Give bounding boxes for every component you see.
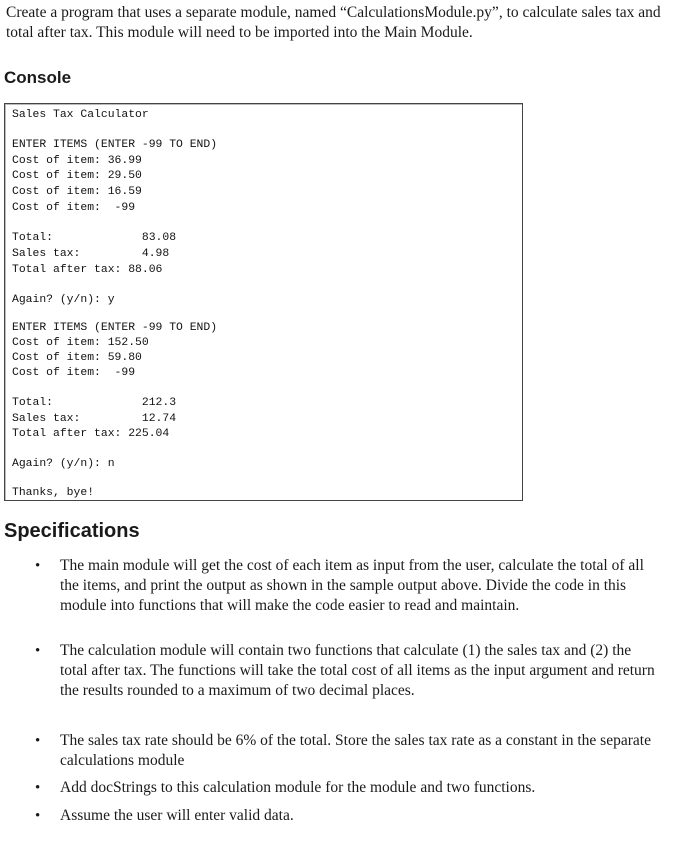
console-line: Cost of item: 59.80 (12, 352, 142, 364)
console-line: Cost of item: -99 (12, 202, 136, 214)
console-line: ENTER ITEMS (ENTER -99 TO END) (12, 139, 218, 151)
spec-item (35, 731, 660, 771)
spec-item (35, 778, 660, 798)
spec-item (35, 641, 660, 701)
console-line: Cost of item: 152.50 (12, 337, 149, 349)
spec-item-text: Add docStrings to this calculation module for the module and two functions. (60, 779, 536, 796)
console-line: Total: 83.08 (12, 232, 177, 244)
console-line: Again? (y/n): y (12, 294, 115, 306)
console-line: Total: 212.3 (12, 397, 177, 409)
intro-paragraph: Create a program that uses a separate module, named “CalculationsModule.py”, to calculate sales tax and total after tax. This module will need to be imported into the Main Module. (6, 4, 661, 41)
bullet-icon: • (35, 780, 41, 796)
bullet-icon: • (35, 558, 41, 574)
console-line: Total after tax: 225.04 (12, 428, 170, 440)
console-line: Total after tax: 88.06 (12, 264, 163, 276)
console-output-box (4, 103, 523, 501)
console-heading: Console (4, 68, 72, 87)
console-line: Cost of item: 36.99 (12, 155, 142, 167)
bullet-icon: • (35, 808, 41, 824)
console-line: ENTER ITEMS (ENTER -99 TO END) (12, 322, 218, 334)
spec-item (35, 806, 660, 826)
spec-item-text: Assume the user will enter valid data. (60, 807, 294, 824)
spec-item-text: The sales tax rate should be 6% of the total. Store the sales tax rate as a constant in the separate calculations module (60, 732, 651, 769)
spec-item-text: The calculation module will contain two functions that calculate (1) the sales tax and (2) the total after tax. The functions will take the total cost of all items as the input argument and return the results rounded to a maximum of two decimal places. (60, 642, 655, 699)
specifications-heading: Specifications (4, 520, 140, 542)
console-line: Cost of item: 29.50 (12, 170, 142, 182)
console-line: Sales tax: 12.74 (12, 413, 177, 425)
console-line: Cost of item: -99 (12, 367, 136, 379)
bullet-icon: • (35, 643, 41, 659)
spec-item (35, 556, 660, 616)
console-line: Again? (y/n): n (12, 458, 115, 470)
console-line: Thanks, bye! (12, 487, 95, 499)
console-line: Cost of item: 16.59 (12, 186, 142, 198)
bullet-icon: • (35, 733, 41, 749)
console-line: Sales Tax Calculator (12, 109, 149, 121)
console-line: Sales tax: 4.98 (12, 248, 170, 260)
spec-item-text: The main module will get the cost of each item as input from the user, calculate the total of all the items, and print the output as shown in the sample output above. Divide the code in this module into functions that will make the code easier to read and maintain. (60, 557, 644, 614)
